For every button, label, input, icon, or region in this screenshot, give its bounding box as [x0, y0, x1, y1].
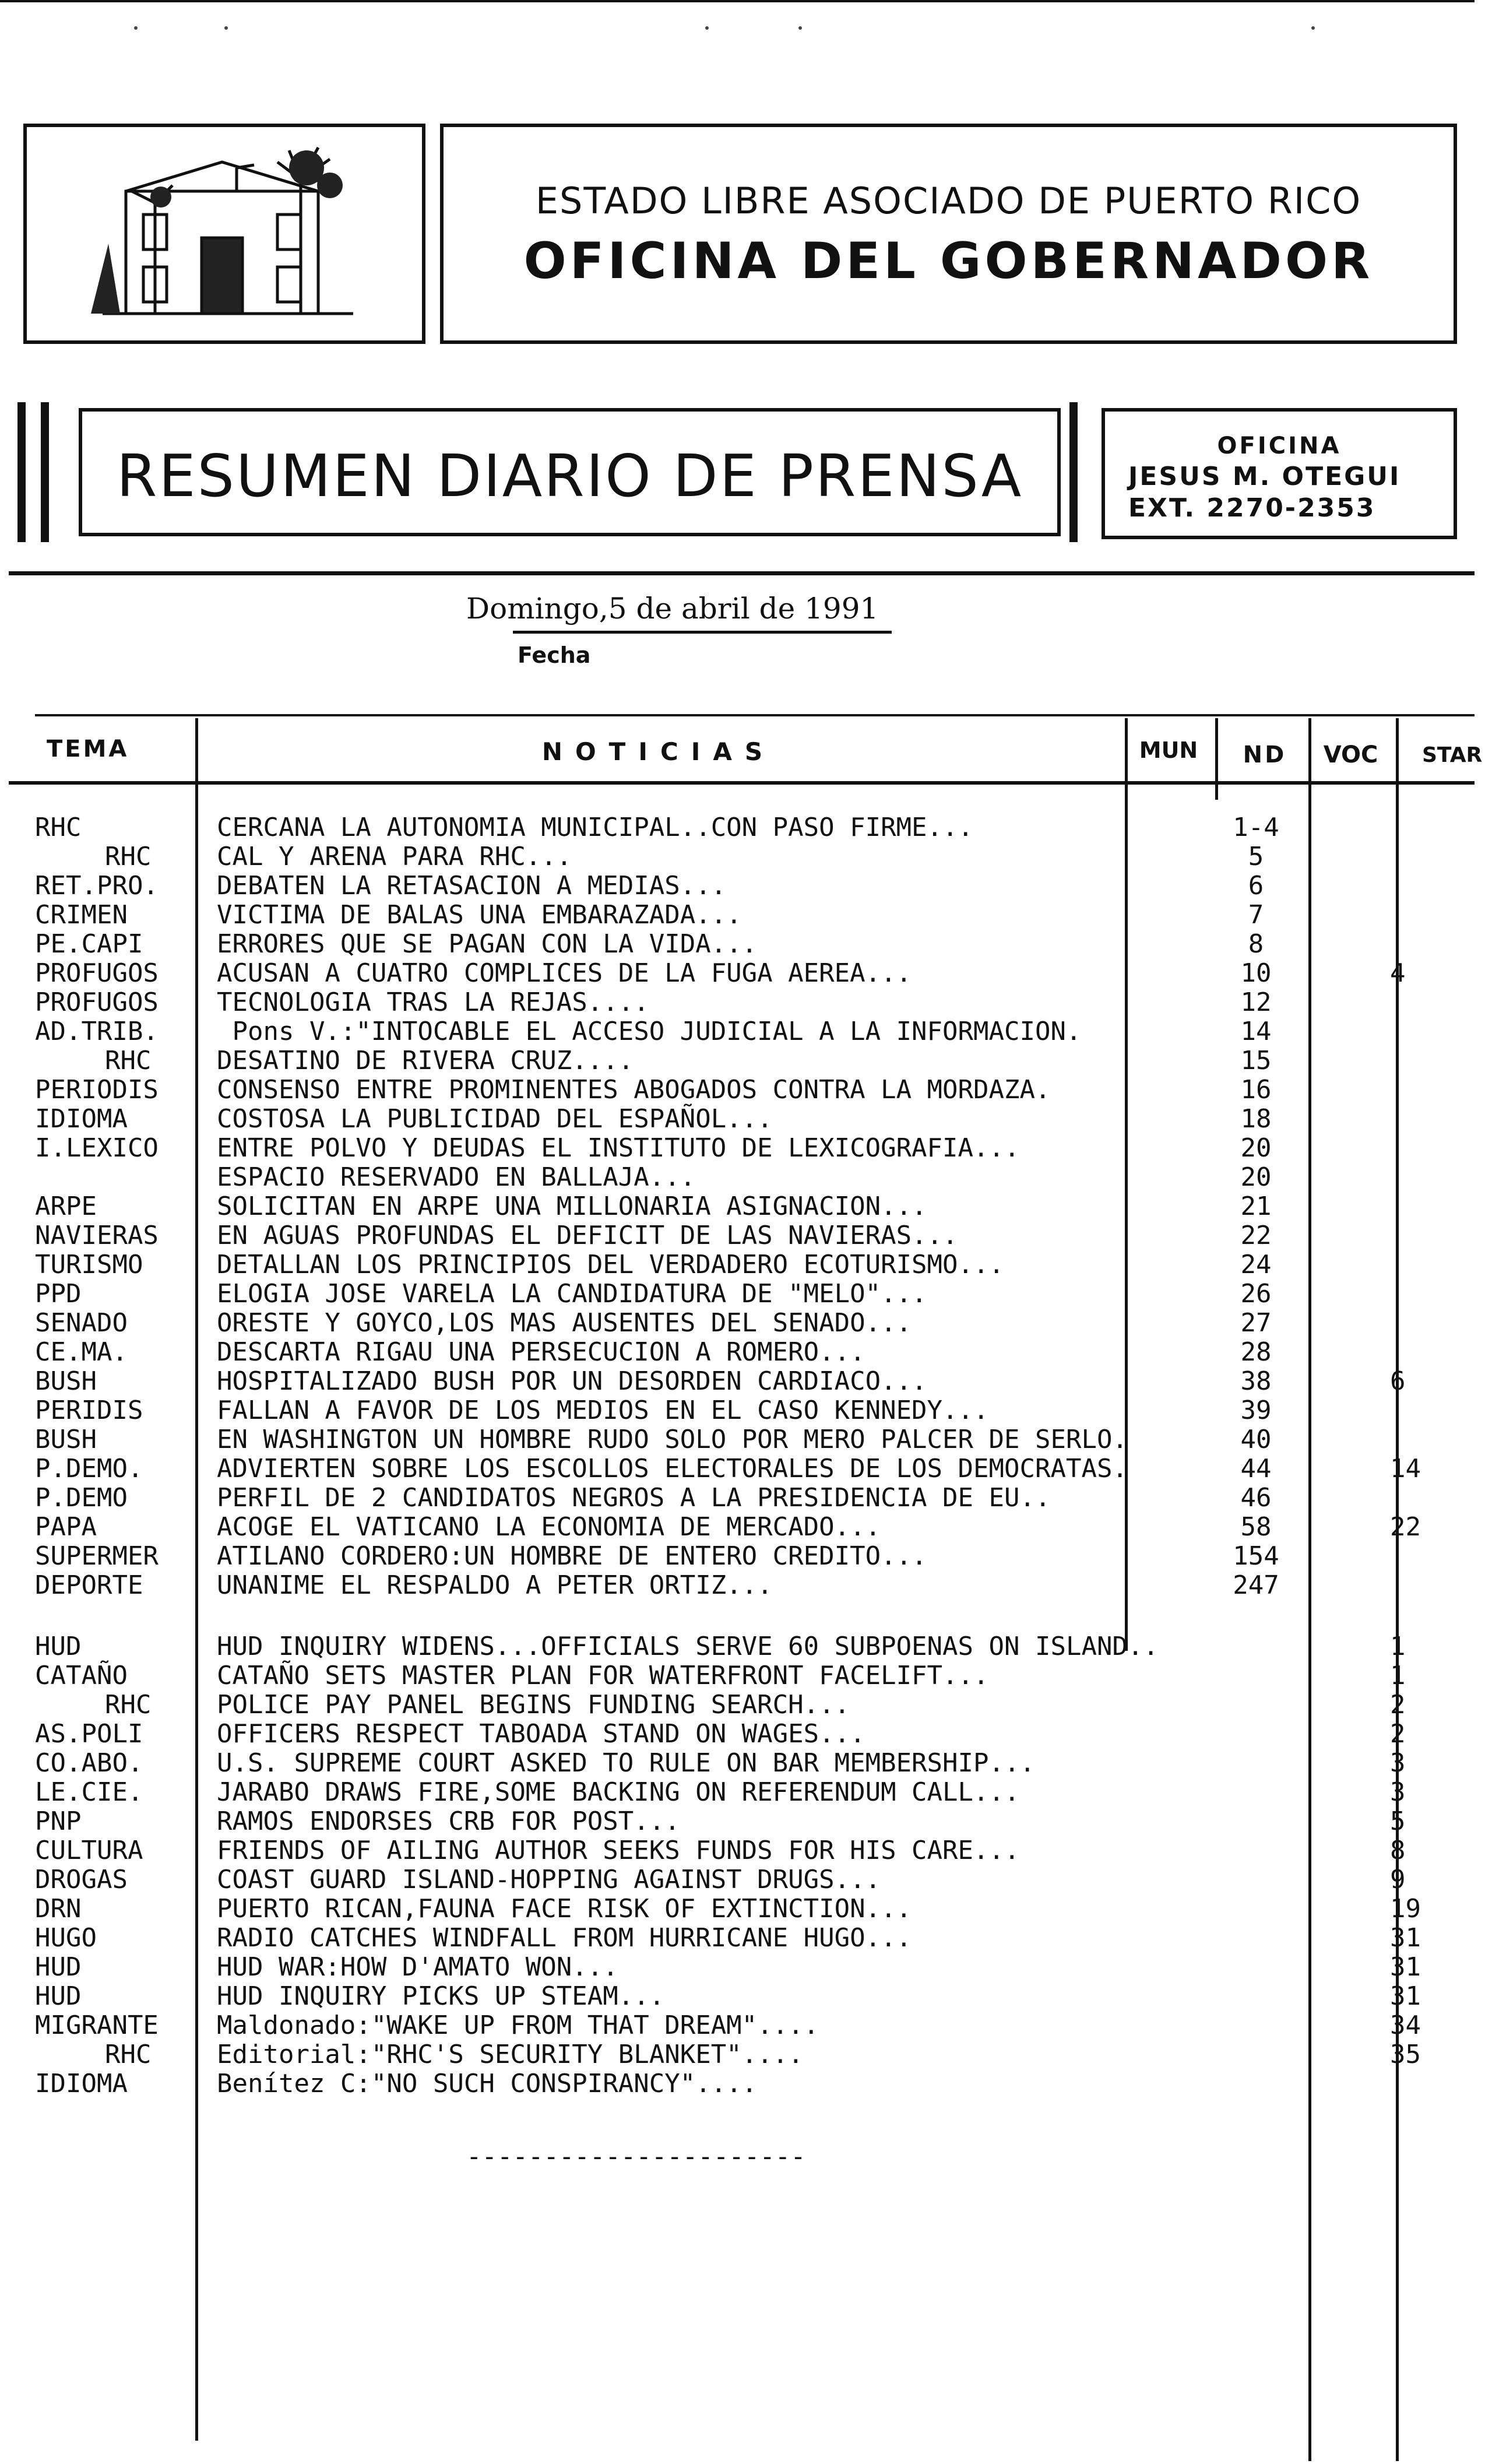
news-row	[0, 988, 1475, 1017]
news-row	[0, 1309, 1475, 1338]
news-headline: U.S. SUPREME COURT ASKED TO RULE ON BAR MEMBERSHIP...	[217, 1748, 1035, 1778]
news-headline: RAMOS ENDORSES CRB FOR POST...	[217, 1806, 680, 1836]
news-row	[0, 1484, 1475, 1513]
news-topic: DRN	[35, 1894, 82, 1924]
news-topic: RHC	[105, 2040, 152, 2069]
news-row	[0, 1134, 1475, 1163]
news-headline: COSTOSA LA PUBLICIDAD DEL ESPAÑOL...	[217, 1104, 773, 1134]
speck	[224, 26, 228, 30]
news-headline: Maldonado:"WAKE UP FROM THAT DREAM"....	[217, 2010, 819, 2040]
banner-title: RESUMEN DIARIO DE PRENSA	[116, 442, 1023, 510]
header-title-box	[440, 124, 1457, 344]
news-page-nd: 24	[1240, 1250, 1272, 1280]
news-page-star: 19	[1390, 1894, 1421, 1924]
news-topic: PROFUGOS	[35, 987, 159, 1017]
news-topic: BUSH	[35, 1425, 97, 1454]
news-headline: COAST GUARD ISLAND-HOPPING AGAINST DRUGS...	[217, 1865, 881, 1894]
news-headline: ENTRE POLVO Y DEUDAS EL INSTITUTO DE LEXICOGRAFIA...	[217, 1133, 1020, 1163]
header-separator	[9, 571, 1475, 575]
fortaleza-logo	[27, 127, 422, 340]
news-topic: PAPA	[35, 1512, 97, 1542]
news-topic: DROGAS	[35, 1865, 128, 1894]
news-page-nd: 15	[1240, 1046, 1272, 1075]
news-page-nd: 40	[1240, 1425, 1272, 1454]
news-headline: HUD INQUIRY WIDENS...OFFICIALS SERVE 60 SUBPOENAS ON ISLAND..	[217, 1632, 1159, 1661]
news-topic: HUD	[35, 1952, 82, 1982]
news-page-nd: 16	[1240, 1075, 1272, 1105]
news-headline: ORESTE Y GOYCO,LOS MAS AUSENTES DEL SENADO...	[217, 1308, 912, 1338]
news-topic: PNP	[35, 1806, 82, 1836]
column-header-noticias: NOTICIAS	[541, 737, 776, 766]
news-row	[0, 1632, 1475, 1661]
news-page-nd: 12	[1240, 987, 1272, 1017]
column-header-voc: VOC	[1323, 741, 1378, 768]
news-topic: CE.MA.	[35, 1337, 128, 1367]
news-row	[0, 1192, 1475, 1221]
banner-bar-left-2	[41, 402, 49, 542]
news-topic: RHC	[105, 1690, 152, 1720]
news-headline: DESATINO DE RIVERA CRUZ....	[217, 1046, 634, 1075]
news-page-star: 2	[1390, 1690, 1406, 1720]
news-row	[0, 1807, 1475, 1836]
news-topic: PE.CAPI	[35, 929, 143, 959]
office-label: OFICINA	[1217, 433, 1342, 459]
date-label: Fecha	[518, 642, 591, 668]
news-headline: FALLAN A FAVOR DE LOS MEDIOS EN EL CASO KENNEDY...	[217, 1396, 989, 1425]
news-headline: ACOGE EL VATICANO LA ECONOMIA DE MERCADO...	[217, 1512, 881, 1542]
news-row	[0, 871, 1475, 901]
news-headline: OFFICERS RESPECT TABOADA STAND ON WAGES...	[217, 1719, 865, 1749]
news-headline: ELOGIA JOSE VARELA LA CANDIDATURA DE "MELO"...	[217, 1279, 927, 1309]
office-extension: EXT. 2270-2353	[1128, 493, 1376, 523]
news-row	[0, 1221, 1475, 1250]
news-headline: EN WASHINGTON UN HOMBRE RUDO SOLO POR MERO PALCER DE SERLO.	[217, 1425, 1128, 1454]
news-row	[0, 1924, 1475, 1953]
news-page-nd: 20	[1240, 1162, 1272, 1192]
news-page-star: 34	[1390, 2010, 1421, 2040]
news-page-star: 1	[1390, 1632, 1406, 1661]
news-headline: DESCARTA RIGAU UNA PERSECUCION A ROMERO...	[217, 1337, 865, 1367]
news-row	[0, 1075, 1475, 1105]
news-row	[0, 1367, 1475, 1396]
news-row	[0, 1542, 1475, 1571]
news-headline: JARABO DRAWS FIRE,SOME BACKING ON REFERENDUM CALL...	[217, 1777, 1020, 1807]
news-page-nd: 39	[1240, 1396, 1272, 1425]
news-row	[0, 1865, 1475, 1894]
news-topic: CULTURA	[35, 1836, 143, 1865]
news-row	[0, 1163, 1475, 1192]
news-topic: AS.POLI	[35, 1719, 143, 1749]
column-header-tema: TEMA	[47, 736, 129, 762]
column-header-star: STAR	[1422, 743, 1483, 767]
news-page-nd: 7	[1248, 900, 1264, 930]
speck	[798, 26, 802, 30]
news-headline: Editorial:"RHC'S SECURITY BLANKET"....	[217, 2040, 804, 2069]
news-page-nd: 6	[1248, 871, 1264, 901]
news-headline: HUD WAR:HOW D'AMATO WON...	[217, 1952, 618, 1982]
news-headline: TECNOLOGIA TRAS LA REJAS....	[217, 987, 649, 1017]
news-headline: ESPACIO RESERVADO EN BALLAJA...	[217, 1162, 696, 1192]
news-headline: DETALLAN LOS PRINCIPIOS DEL VERDADERO ECOTURISMO...	[217, 1250, 1005, 1280]
banner-bar-left	[17, 402, 26, 542]
news-row	[0, 1571, 1475, 1600]
news-headline: CATAÑO SETS MASTER PLAN FOR WATERFRONT FACELIFT...	[217, 1661, 989, 1690]
news-topic: TURISMO	[35, 1250, 143, 1280]
news-page-star: 8	[1390, 1836, 1406, 1865]
news-headline: EN AGUAS PROFUNDAS EL DEFICIT DE LAS NAVIERAS...	[217, 1221, 958, 1250]
speck	[705, 26, 709, 30]
news-headline: DEBATEN LA RETASACION A MEDIAS...	[217, 871, 727, 901]
news-headline: Pons V.:"INTOCABLE EL ACCESO JUDICIAL A LA INFORMACION.	[217, 1017, 1082, 1046]
news-row	[0, 1454, 1475, 1484]
news-page-nd: 21	[1240, 1191, 1272, 1221]
news-headline: UNANIME EL RESPALDO A PETER ORTIZ...	[217, 1570, 773, 1600]
office-info-box	[1102, 408, 1457, 539]
news-page-nd: 154	[1233, 1541, 1279, 1571]
news-headline: Benítez C:"NO SUCH CONSPIRANCY"....	[217, 2069, 758, 2099]
news-headline: VICTIMA DE BALAS UNA EMBARAZADA...	[217, 900, 742, 930]
news-page-star: 5	[1390, 1806, 1406, 1836]
news-page-star: 3	[1390, 1777, 1406, 1807]
news-row	[0, 1720, 1475, 1749]
news-topic: MIGRANTE	[35, 2010, 159, 2040]
news-row	[0, 1953, 1475, 1982]
news-row	[0, 813, 1475, 842]
news-row	[0, 1894, 1475, 1924]
news-topic: CRIMEN	[35, 900, 128, 930]
news-topic: PROFUGOS	[35, 958, 159, 988]
news-page-star: 14	[1390, 1454, 1421, 1484]
news-row	[0, 1513, 1475, 1542]
news-topic: RHC	[105, 1046, 152, 1075]
column-header-nd: ND	[1243, 741, 1287, 768]
news-headline: FRIENDS OF AILING AUTHOR SEEKS FUNDS FOR HIS CARE...	[217, 1836, 1020, 1865]
news-topic: RHC	[35, 813, 82, 842]
news-row	[0, 2011, 1475, 2040]
news-page-star: 22	[1390, 1512, 1421, 1542]
news-row	[0, 2069, 1475, 2099]
news-topic: DEPORTE	[35, 1570, 143, 1600]
news-page-nd: 14	[1240, 1017, 1272, 1046]
news-topic: PERIDIS	[35, 1396, 143, 1425]
news-topic: NAVIERAS	[35, 1221, 159, 1250]
news-row	[0, 930, 1475, 959]
news-page-nd: 5	[1248, 842, 1264, 871]
news-page-nd: 26	[1240, 1279, 1272, 1309]
date-value: Domingo,5 de abril de 1991	[466, 592, 879, 625]
news-topic: CO.ABO.	[35, 1748, 143, 1778]
news-page-star: 31	[1390, 1923, 1421, 1953]
news-headline: CERCANA LA AUTONOMIA MUNICIPAL..CON PASO FIRME...	[217, 813, 974, 842]
news-row	[0, 1338, 1475, 1367]
news-page-star: 31	[1390, 1981, 1421, 2011]
news-topic: HUD	[35, 1981, 82, 2011]
news-page-nd: 58	[1240, 1512, 1272, 1542]
news-topic: I.LEXICO	[35, 1133, 159, 1163]
news-headline: POLICE PAY PANEL BEGINS FUNDING SEARCH...	[217, 1690, 850, 1720]
news-page-nd: 44	[1240, 1454, 1272, 1484]
news-page-nd: 18	[1240, 1104, 1272, 1134]
news-topic: HUGO	[35, 1923, 97, 1953]
end-rule: ----------------------	[466, 2142, 806, 2171]
news-row	[0, 1017, 1475, 1046]
news-page-nd: 20	[1240, 1133, 1272, 1163]
news-row	[0, 842, 1475, 871]
news-row	[0, 1690, 1475, 1720]
speck	[1311, 26, 1315, 30]
news-topic: IDIOMA	[35, 1104, 128, 1134]
news-topic: SENADO	[35, 1308, 128, 1338]
news-headline: ERRORES QUE SE PAGAN CON LA VIDA...	[217, 929, 758, 959]
news-page-nd: 8	[1248, 929, 1264, 959]
speck	[134, 26, 138, 30]
column-divider-nd-top	[1215, 718, 1218, 800]
logo-box	[23, 124, 425, 344]
news-headline: ATILANO CORDERO:UN HOMBRE DE ENTERO CREDITO...	[217, 1541, 927, 1571]
news-page-nd: 46	[1240, 1483, 1272, 1513]
news-row	[0, 1105, 1475, 1134]
news-page-nd: 22	[1240, 1221, 1272, 1250]
news-row	[0, 1250, 1475, 1280]
news-page-nd: 38	[1240, 1366, 1272, 1396]
news-headline: HOSPITALIZADO BUSH POR UN DESORDEN CARDIACO...	[217, 1366, 927, 1396]
news-row	[0, 1749, 1475, 1778]
news-page-nd: 247	[1233, 1570, 1279, 1600]
news-page-star: 9	[1390, 1865, 1406, 1894]
news-page-star: 6	[1390, 1366, 1406, 1396]
news-row	[0, 1661, 1475, 1690]
banner-box	[79, 408, 1061, 536]
news-page-nd: 27	[1240, 1308, 1272, 1338]
government-name: ESTADO LIBRE ASOCIADO DE PUERTO RICO	[535, 180, 1362, 222]
news-page-star: 1	[1390, 1661, 1406, 1690]
top-border	[0, 0, 1475, 2]
news-row	[0, 1982, 1475, 2011]
news-topic: RET.PRO.	[35, 871, 159, 901]
news-topic: P.DEMO.	[35, 1454, 143, 1484]
office-person: JESUS M. OTEGUI	[1128, 462, 1401, 491]
news-headline: SOLICITAN EN ARPE UNA MILLONARIA ASIGNACION...	[217, 1191, 927, 1221]
table-top-rule	[35, 714, 1475, 716]
news-page-nd: 28	[1240, 1337, 1272, 1367]
news-headline: ACUSAN A CUATRO COMPLICES DE LA FUGA AEREA...	[217, 958, 912, 988]
news-row	[0, 1778, 1475, 1807]
news-page-star: 3	[1390, 1748, 1406, 1778]
news-headline: CAL Y ARENA PARA RHC...	[217, 842, 572, 871]
column-header-mun: MUN	[1139, 737, 1198, 763]
news-topic: LE.CIE.	[35, 1777, 143, 1807]
news-row	[0, 1836, 1475, 1865]
news-headline: ADVIERTEN SOBRE LOS ESCOLLOS ELECTORALES DE LOS DEMOCRATAS.	[217, 1454, 1128, 1484]
news-topic: IDIOMA	[35, 2069, 128, 2099]
news-topic: BUSH	[35, 1366, 97, 1396]
news-topic: P.DEMO	[35, 1483, 128, 1513]
office-name: OFICINA DEL GOBERNADOR	[523, 232, 1374, 290]
news-topic: PPD	[35, 1279, 82, 1309]
news-topic: ARPE	[35, 1191, 97, 1221]
news-page-nd: 10	[1240, 958, 1272, 988]
news-row	[0, 2040, 1475, 2069]
date-underline	[513, 631, 892, 634]
news-row	[0, 1396, 1475, 1425]
news-row	[0, 1046, 1475, 1075]
news-row	[0, 901, 1475, 930]
news-topic: SUPERMER	[35, 1541, 159, 1571]
news-page-nd: 1-4	[1233, 813, 1279, 842]
news-row	[0, 1280, 1475, 1309]
news-headline: CONSENSO ENTRE PROMINENTES ABOGADOS CONTRA LA MORDAZA.	[217, 1075, 1051, 1105]
news-topic: AD.TRIB.	[35, 1017, 159, 1046]
news-page-star: 4	[1390, 958, 1406, 988]
news-topic: RHC	[105, 842, 152, 871]
news-headline: PUERTO RICAN,FAUNA FACE RISK OF EXTINCTION...	[217, 1894, 912, 1924]
news-page-star: 31	[1390, 1952, 1421, 1982]
news-row	[0, 959, 1475, 988]
news-headline: PERFIL DE 2 CANDIDATOS NEGROS A LA PRESIDENCIA DE EU..	[217, 1483, 1051, 1513]
news-topic: PERIODIS	[35, 1075, 159, 1105]
news-headline: HUD INQUIRY PICKS UP STEAM...	[217, 1981, 665, 2011]
news-row	[0, 1425, 1475, 1454]
news-topic: HUD	[35, 1632, 82, 1661]
table-header-rule	[9, 781, 1475, 785]
news-page-star: 35	[1390, 2040, 1421, 2069]
news-page-star: 2	[1390, 1719, 1406, 1749]
news-headline: RADIO CATCHES WINDFALL FROM HURRICANE HUGO...	[217, 1923, 912, 1953]
banner-bar-right	[1069, 402, 1078, 542]
news-topic: CATAÑO	[35, 1661, 128, 1690]
